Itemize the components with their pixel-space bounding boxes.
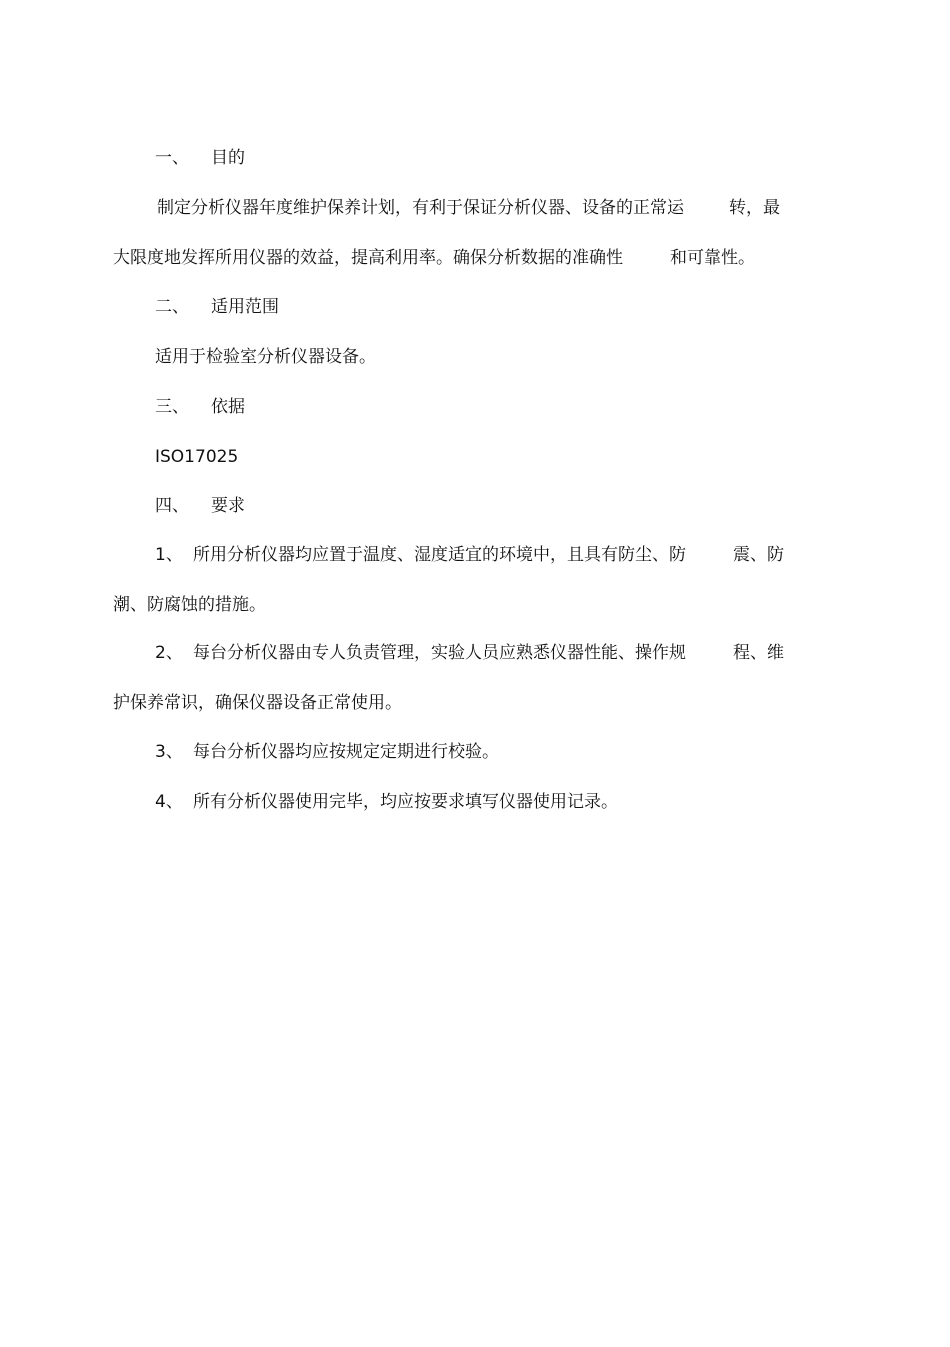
section-heading-basis bbox=[155, 396, 245, 418]
item-number: 2、 bbox=[155, 643, 183, 663]
item-number: 3、 bbox=[155, 742, 183, 762]
paragraph-text: 转，最 bbox=[729, 198, 780, 218]
section-number: 三、 bbox=[155, 397, 189, 417]
item-text: 潮、防腐蚀的措施。 bbox=[113, 595, 266, 615]
section-number: 四、 bbox=[155, 496, 189, 516]
section-title: 依据 bbox=[211, 397, 245, 417]
paragraph-text: 和可靠性。 bbox=[670, 248, 755, 268]
item-text: 每台分析仪器均应按规定定期进行校验。 bbox=[193, 742, 499, 762]
section-title: 目的 bbox=[211, 148, 245, 168]
paragraph-line bbox=[157, 197, 780, 219]
paragraph-line bbox=[155, 346, 376, 368]
item-number: 4、 bbox=[155, 792, 183, 812]
paragraph-line bbox=[113, 247, 755, 269]
section-heading-scope bbox=[155, 296, 279, 318]
section-heading-requirements bbox=[155, 495, 245, 517]
requirement-item-1 bbox=[155, 544, 784, 566]
section-number: 二、 bbox=[155, 297, 189, 317]
requirement-item-2-continued bbox=[113, 692, 402, 714]
requirement-item-2 bbox=[155, 642, 784, 664]
item-text: 震、防 bbox=[733, 545, 784, 565]
paragraph-text: 大限度地发挥所用仪器的效益，提高利用率。确保分析数据的准确性 bbox=[113, 248, 623, 268]
item-text: 护保养常识，确保仪器设备正常使用。 bbox=[113, 693, 402, 713]
item-text: 所有分析仪器使用完毕，均应按要求填写仪器使用记录。 bbox=[193, 792, 618, 812]
paragraph-line bbox=[155, 446, 238, 468]
section-heading-purpose bbox=[155, 147, 245, 169]
item-text: 每台分析仪器由专人负责管理，实验人员应熟悉仪器性能、操作规 bbox=[193, 643, 686, 663]
item-text: 所用分析仪器均应置于温度、湿度适宜的环境中，且具有防尘、防 bbox=[193, 545, 686, 565]
paragraph-text: 适用于检验室分析仪器设备。 bbox=[155, 347, 376, 367]
section-number: 一、 bbox=[155, 148, 189, 168]
section-title: 适用范围 bbox=[211, 297, 279, 317]
item-number: 1、 bbox=[155, 545, 183, 565]
paragraph-text: 制定分析仪器年度维护保养计划，有利于保证分析仪器、设备的正常运 bbox=[157, 198, 684, 218]
requirement-item-4 bbox=[155, 791, 618, 813]
standard-reference: ISO17025 bbox=[155, 447, 239, 467]
requirement-item-1-continued bbox=[113, 594, 266, 616]
item-text: 程、维 bbox=[733, 643, 784, 663]
requirement-item-3 bbox=[155, 741, 499, 763]
section-title: 要求 bbox=[211, 496, 245, 516]
